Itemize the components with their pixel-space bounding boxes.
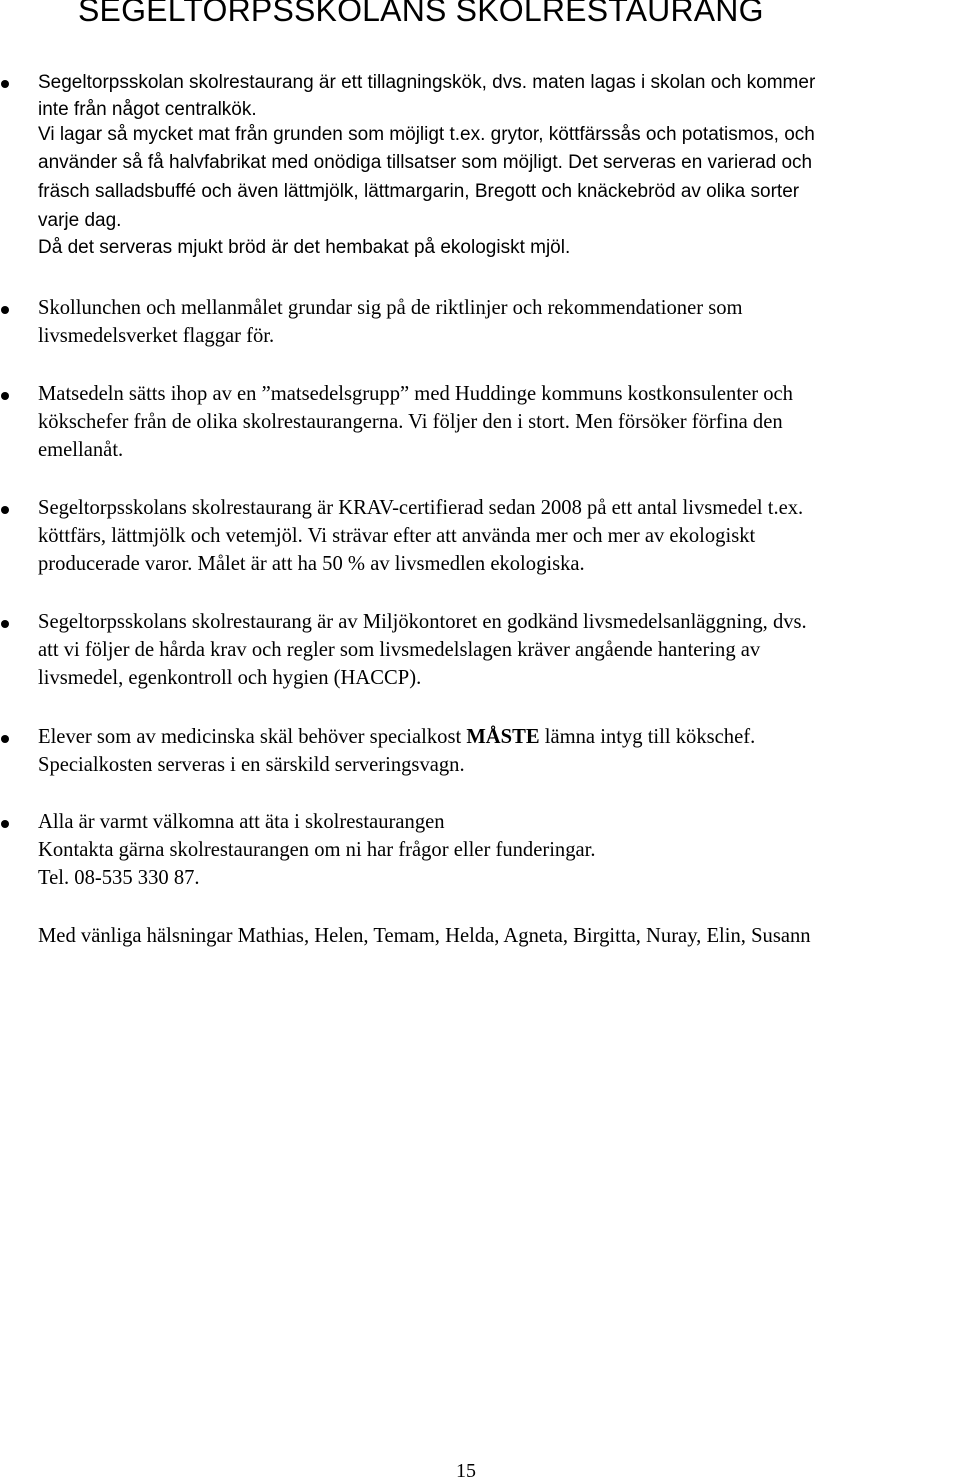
- paragraph-line: producerade varor. Målet är att ha 50 % av livsmedlen ekologiska.: [38, 553, 585, 575]
- paragraph-line: Kontakta gärna skolrestaurangen om ni har frågor eller funderingar.: [38, 839, 596, 861]
- paragraph-text: lämna intyg till kökschef.: [539, 726, 756, 748]
- paragraph-line: fräsch salladsbuffé och även lättmjölk, lättmargarin, Bregott och knäckebröd av olika sorter: [38, 181, 800, 202]
- paragraph-line: varje dag.: [38, 210, 122, 231]
- bullet-dot-icon: [1, 735, 9, 743]
- bullet-dot-icon: [1, 506, 9, 514]
- paragraph-line: inte från något centralkök.: [38, 99, 257, 120]
- paragraph-line: att vi följer de hårda krav och regler som livsmedelslagen kräver angående hantering av: [38, 639, 761, 661]
- paragraph-line: Vi lagar så mycket mat från grunden som möjligt t.ex. grytor, köttfärssås och potatismos, och: [38, 124, 815, 145]
- paragraph-line: Skollunchen och mellanmålet grundar sig på de riktlinjer och rekommendationer som: [38, 297, 743, 319]
- bullet-dot-icon: [1, 820, 9, 828]
- bullet-dot-icon: [1, 392, 9, 400]
- signoff: Med vänliga hälsningar Mathias, Helen, Temam, Helda, Agneta, Birgitta, Nuray, Elin, Susann: [38, 925, 811, 947]
- bullet-dot-icon: [1, 620, 9, 628]
- paragraph-line: Segeltorpsskolan skolrestaurang är ett tillagningskök, dvs. maten lagas i skolan och kommer: [38, 72, 816, 93]
- paragraph-line: köttfärs, lättmjölk och vetemjöl. Vi strävar efter att använda mer och mer av ekologiskt: [38, 525, 756, 547]
- paragraph-line: Segeltorpsskolans skolrestaurang är av Miljökontoret en godkänd livsmedelsanläggning, dvs.: [38, 611, 807, 633]
- paragraph-line: livsmedel, egenkontroll och hygien (HACCP).: [38, 667, 422, 689]
- paragraph-line: kökschefer från de olika skolrestaurangerna. Vi följer den i stort. Men försöker förfina den: [38, 411, 783, 433]
- paragraph-line: [38, 723, 755, 751]
- paragraph-line: Specialkosten serveras i en särskild serveringsvagn.: [38, 754, 465, 776]
- paragraph-text: Elever som av medicinska skäl behöver specialkost: [38, 726, 467, 748]
- page-title: SEGELTORPSSKOLANS SKOLRESTAURANG: [78, 0, 764, 28]
- phone-number: Tel. 08-535 330 87.: [38, 867, 200, 889]
- paragraph-line: Matsedeln sätts ihop av en ”matsedelsgrupp” med Huddinge kommuns kostkonsulenter och: [38, 383, 793, 405]
- paragraph-line: Segeltorpsskolans skolrestaurang är KRAV-certifierad sedan 2008 på ett antal livsmedel t.ex.: [38, 497, 804, 519]
- paragraph-line: livsmedelsverket flaggar för.: [38, 325, 275, 347]
- paragraph-line: emellanåt.: [38, 439, 124, 461]
- paragraph-line: Alla är varmt välkomna att äta i skolrestaurangen: [38, 811, 445, 833]
- bullet-dot-icon: [1, 306, 9, 314]
- paragraph-line: använder så få halvfabrikat med onödiga tillsatser som möjligt. Det serveras en varierad och: [38, 152, 813, 173]
- emphasized-word: MÅSTE: [466, 726, 540, 748]
- paragraph-line: Då det serveras mjukt bröd är det hembakat på ekologiskt mjöl.: [38, 237, 571, 258]
- page-number: 15: [456, 1460, 476, 1482]
- bullet-dot-icon: [1, 80, 9, 88]
